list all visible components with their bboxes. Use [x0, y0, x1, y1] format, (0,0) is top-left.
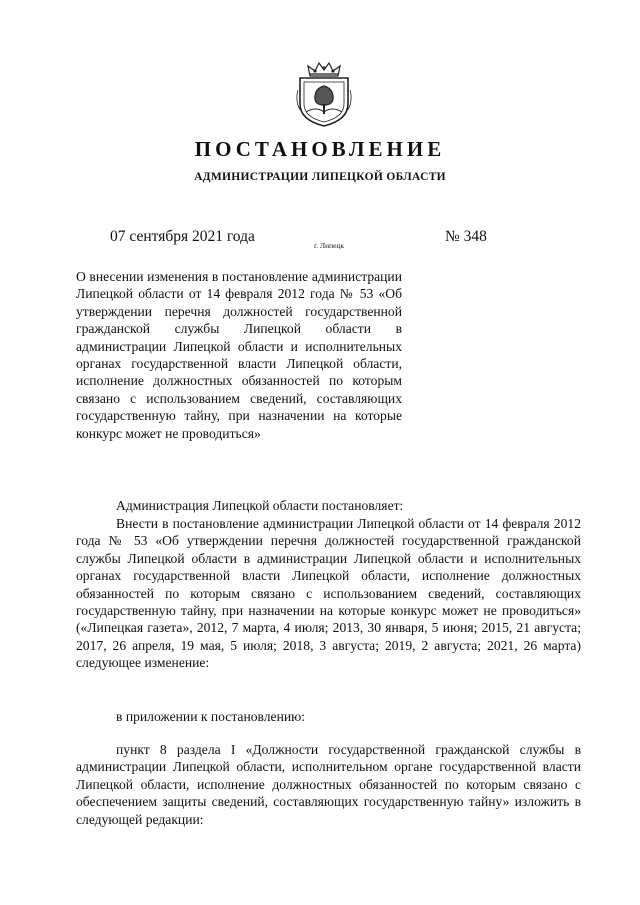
document-date: 07 сентября 2021 года — [110, 228, 255, 245]
body-paragraph-clause: пункт 8 раздела I «Должности государственной гражданской службы в администрации Липецкой области, исполнительном органе государственной власти Липецкой области, исполнение должностных обязанностей по которым связано с обеспечением защиты сведений, составляющих государственную тайну» изложить в следующей редакции: — [76, 742, 581, 827]
document-place: г. Липецк — [314, 241, 345, 250]
document-number: № 348 — [445, 228, 487, 245]
body-paragraph-preamble: Администрация Липецкой области постановляет: — [116, 498, 404, 513]
document-subject: О внесении изменения в постановление администрации Липецкой области от 14 февраля 2012 года № 53 «Об утверждении перечня должностей государственной гражданской службы Липецкой области в администрации Липецкой области и исполнительных органах государственной власти Липецкой области, исполнение должностных обязанностей по которым связано с использованием сведений, составляющих государственную тайну, при назначении на которые конкурс может не проводиться» — [76, 269, 402, 441]
body-paragraph-appendix: в приложении к постановлению: — [116, 709, 306, 724]
body-paragraph-amendment: Внести в постановление администрации Липецкой области от 14 февраля 2012 года № 53 «Об утверждении перечня должностей государственной гражданской службы Липецкой области в администрации Липецкой области и исполнительных органах государственной власти Липецкой области, исполнение должностных обязанностей по которым связано с использованием сведений, составляющих государственную тайну, при назначении на которые конкурс может не проводиться» («Липецкая газета», 2012, 7 марта, 4 июля; 2013, 30 января, 5 июня; 2015, 21 августа; 2017, 26 апреля, 19 мая, 5 июля; 2018, 3 августа; 2019, 2 августа; 2021, 26 марта) следующее изменение: — [76, 516, 581, 671]
page-title: ПОСТАНОВЛЕНИЕ — [194, 137, 446, 161]
lipetsk-coat-of-arms-icon — [294, 60, 354, 128]
issuer-subtitle: АДМИНИСТРАЦИИ ЛИПЕЦКОЙ ОБЛАСТИ — [194, 171, 446, 183]
